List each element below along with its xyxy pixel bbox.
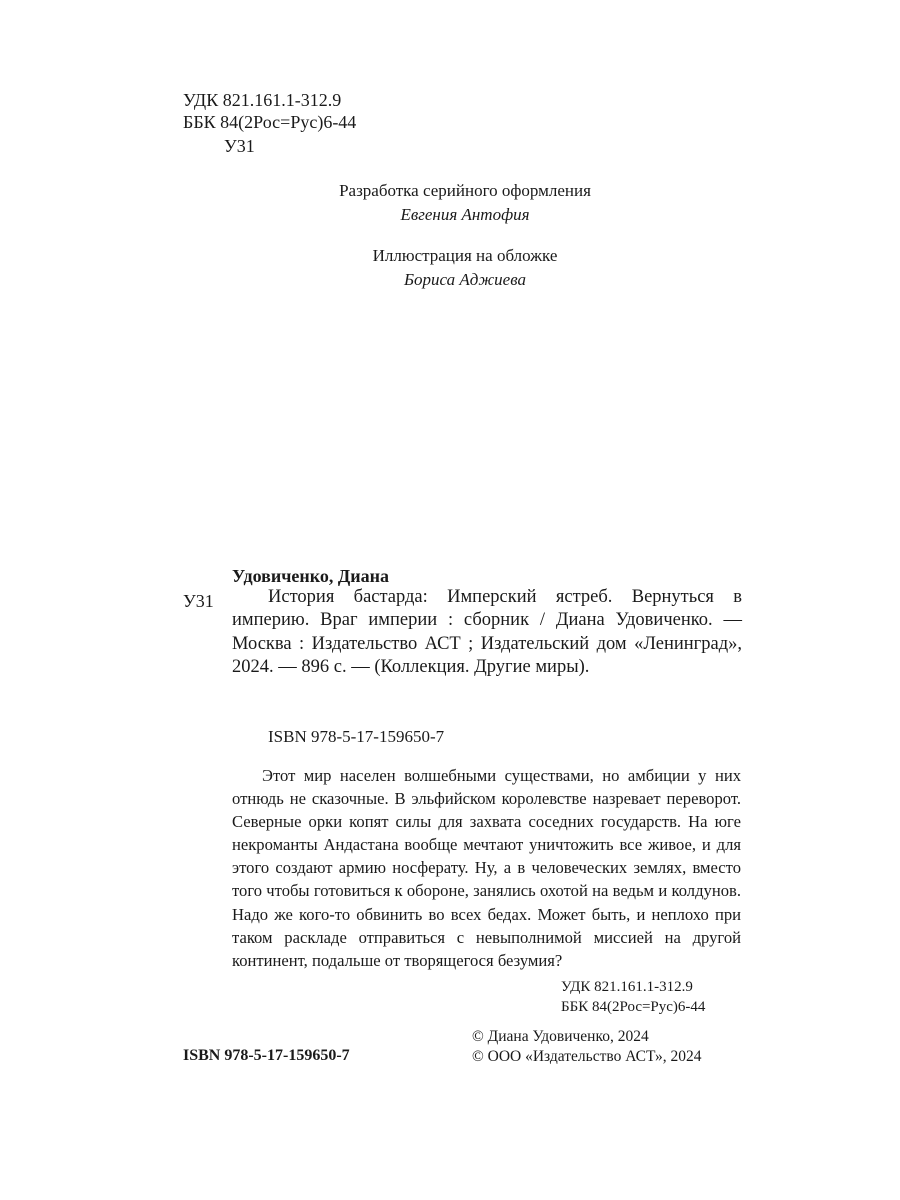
bibliographic-author: Удовиченко, Диана xyxy=(232,566,389,586)
bibliographic-author-sign: У31 xyxy=(183,591,214,611)
udk-code-footer: УДК 821.161.1-312.9 xyxy=(561,979,693,995)
series-design-credit xyxy=(270,179,660,227)
author-sign-code: У31 xyxy=(224,136,255,156)
series-design-label: Разработка серийного оформления xyxy=(339,181,591,200)
cover-illustration-label: Иллюстрация на обложке xyxy=(372,246,558,265)
cover-illustration-credit xyxy=(270,244,660,292)
bibliographic-description-text: История бастарда: Имперский ястреб. Вернуться в империю. Враг империи : сборник / Диана Удовиченко. — Москва : Издательство АСТ ; Издательский дом «Ленинград», 2024. — 896 с. — (Коллекция. Другие миры). xyxy=(232,587,742,677)
copyright-author: © Диана Удовиченко, 2024 xyxy=(472,1028,649,1045)
annotation-text: Этот мир населен волшебными существами, но амбиции у них отнюдь не сказочные. В эльфийском королевстве назревает переворот. Северные орки копят силы для захвата соседних государств. На юге некроманты Андастана вообще мечтают уничтожить все живое, и для этого создают армию носферату. Ну, а в человеческих землях, вместо того чтобы готовиться к обороне, занялись охотой на ведьм и колдунов. Надо же кого-то обвинить во всех бедах. Может быть, и неплохо при таком раскладе отправиться с невыполнимой миссией на другой континент, подальше от творящегося безумия? xyxy=(232,766,741,970)
bibliographic-description xyxy=(232,586,742,679)
isbn-entry: ISBN 978-5-17-159650-7 xyxy=(268,727,445,746)
copyright-publisher: © ООО «Издательство АСТ», 2024 xyxy=(472,1048,702,1065)
isbn-footer: ISBN 978-5-17-159650-7 xyxy=(183,1047,350,1064)
bbk-code: ББК 84(2Рос=Рус)6-44 xyxy=(183,112,357,132)
bbk-code-footer: ББК 84(2Рос=Рус)6-44 xyxy=(561,999,706,1015)
udk-code: УДК 821.161.1-312.9 xyxy=(183,90,342,110)
series-design-name: Евгения Антофия xyxy=(400,205,530,225)
annotation xyxy=(232,764,741,972)
cover-illustration-name: Бориса Аджиева xyxy=(404,270,526,290)
